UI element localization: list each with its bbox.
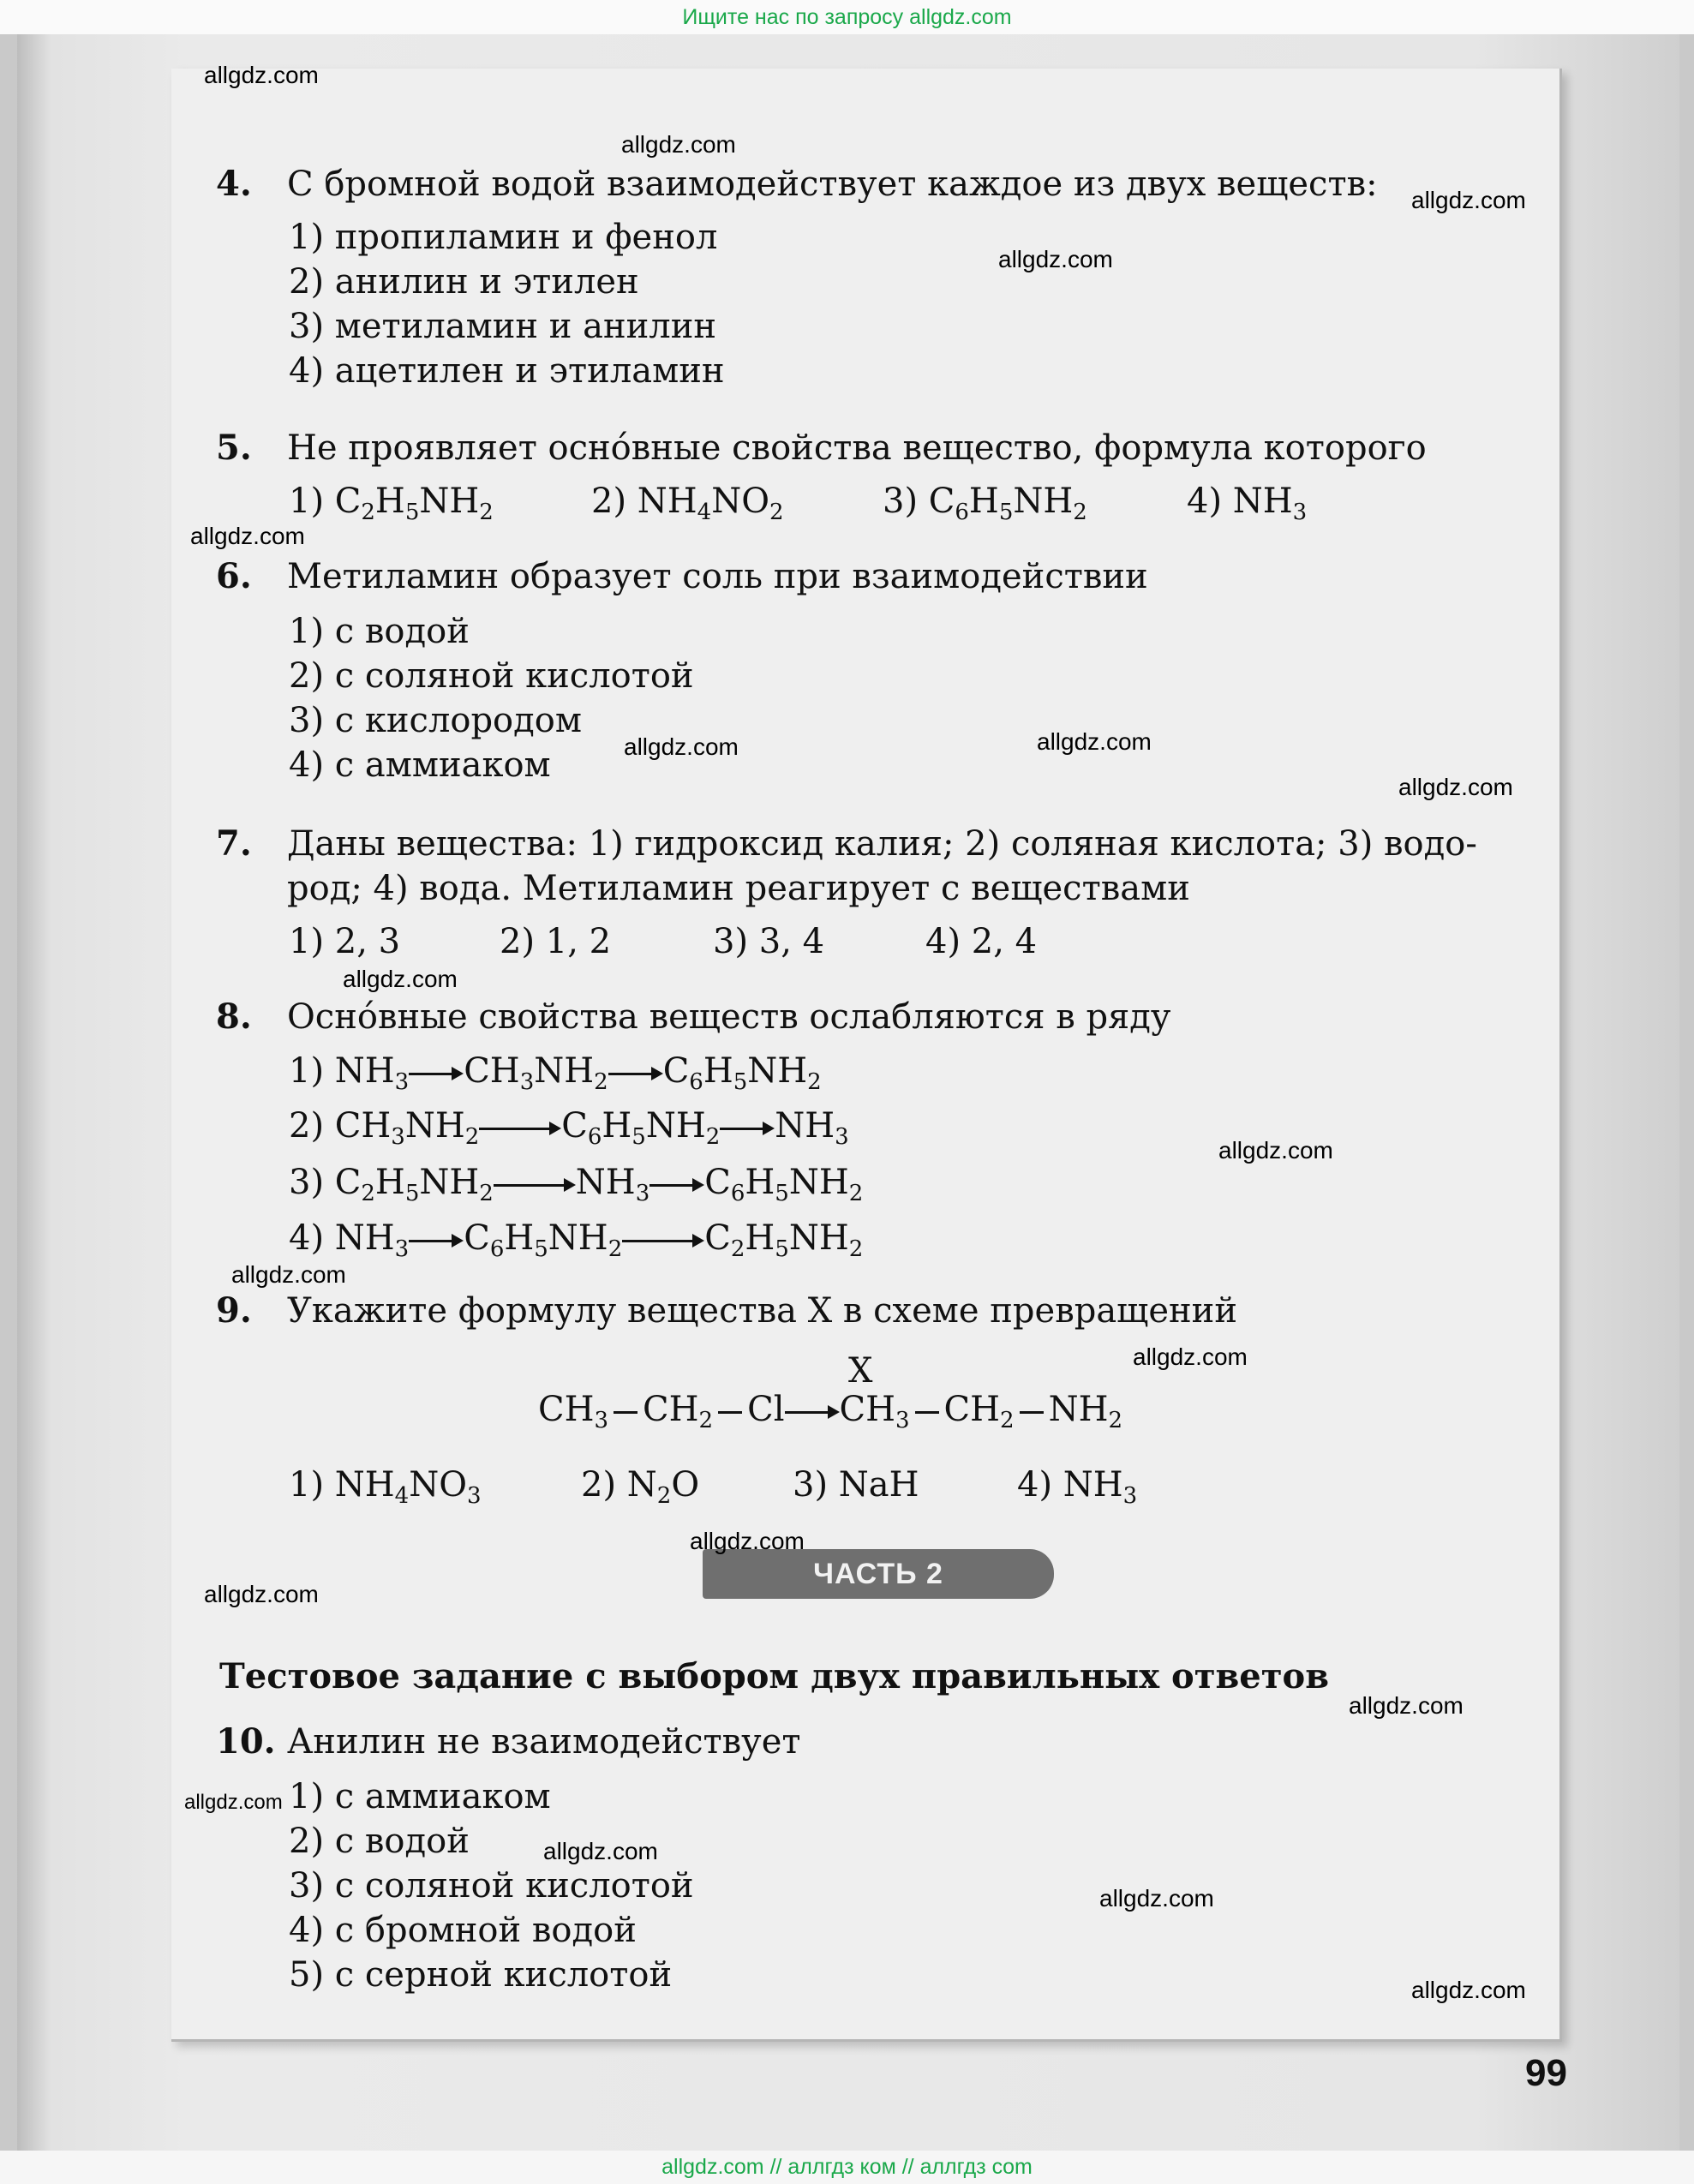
q5-option-2: 2) $NH_4NO_2$ [591,482,784,525]
q9-number: 9. [216,1290,252,1331]
q9-option-3: 3) NaH [793,1465,919,1505]
watermark[interactable]: allgdz.com [621,131,736,158]
watermark[interactable]: allgdz.com [998,246,1113,272]
arrow-icon [494,1176,576,1194]
q4-number: 4. [216,164,252,204]
q10-option-4: 4) с бромной водой [289,1911,637,1950]
q8-option-3: 3) $C_2H_5NH_2$ $NH_3$ $C_6H_5NH_2$ [289,1163,864,1206]
q4-option-2: 2) анилин и этилен [289,262,639,302]
section-title: Тестовое задание с выбором двух правильных ответов [219,1656,1329,1696]
arrow-icon [409,1065,464,1082]
watermark[interactable]: allgdz.com [690,1528,805,1554]
q7-text-line2: род; 4) вода. Метиламин реагирует с веществами [287,869,1190,908]
watermark[interactable]: allgdz.com [1099,1885,1214,1912]
q7-option-3: 3) 3, 4 [713,922,825,961]
bottom-banner[interactable]: allgdz.com // аллгдз ком // аллгдз com [0,2151,1694,2184]
q6-option-1: 1) с водой [289,612,470,651]
q6-option-2: 2) с соляной кислотой [289,656,694,696]
q8-option-1: 1) $NH_3$ $CH_3NH_2$ $C_6H_5NH_2$ [289,1051,822,1095]
q9-option-1: 1) $NH_4NO_3$ [289,1465,482,1509]
arrow-icon [720,1120,775,1137]
q4-option-3: 3) метиламин и анилин [289,307,717,346]
top-banner[interactable]: Ищите нас по запросу allgdz.com [0,0,1694,34]
watermark[interactable]: allgdz.com [190,523,305,549]
watermark[interactable]: allgdz.com [624,733,739,760]
watermark[interactable]: allgdz.com [1218,1137,1333,1164]
arrow-icon [649,1176,704,1194]
q10-number: 10. [216,1721,276,1762]
q10-option-1: 1) с аммиаком [289,1777,551,1816]
q7-option-2: 2) 1, 2 [500,922,612,961]
q6-option-3: 3) с кислородом [289,701,582,740]
book-page [17,34,1679,2151]
q5-option-3: 3) $C_6H_5NH_2$ [883,482,1087,525]
q5-number: 5. [216,428,252,468]
q6-option-4: 4) с аммиаком [289,745,551,785]
watermark[interactable]: allgdz.com [231,1261,346,1288]
q7-text-line1: Даны вещества: 1) гидроксид калия; 2) соляная кислота; 3) водо- [287,824,1477,864]
watermark[interactable]: allgdz.com [1398,774,1513,800]
q8-number: 8. [216,996,252,1037]
q4-option-1: 1) пропиламин и фенол [289,218,718,257]
q8-text: Осно́вные свойства веществ ослабляются в ряду [287,997,1171,1037]
q7-option-1: 1) 2, 3 [289,922,401,961]
q9-reagent-label: X [848,1351,873,1391]
q10-option-3: 3) с соляной кислотой [289,1866,694,1906]
q10-option-5: 5) с серной кислотой [289,1955,673,1995]
q4-text: С бромной водой взаимодействует каждое из двух веществ: [287,165,1378,204]
watermark[interactable]: allgdz.com [543,1838,658,1864]
q9-option-2: 2) $N_2O$ [581,1465,700,1509]
watermark[interactable]: allgdz.com [1411,1977,1526,2003]
watermark[interactable]: allgdz.com [343,966,458,992]
q5-option-1: 1) $C_2H_5NH_2$ [289,482,494,525]
q9-option-4: 4) $NH_3$ [1017,1465,1138,1509]
arrow-icon [785,1403,840,1421]
q8-option-2: 2) $CH_3NH_2$ $C_6H_5NH_2$ $NH_3$ [289,1106,849,1150]
page-number: 99 [1525,2052,1567,2094]
q4-option-4: 4) ацетилен и этиламин [289,351,725,391]
part-2-label: ЧАСТЬ 2 [703,1549,1054,1599]
watermark[interactable]: allgdz.com [204,1581,319,1607]
q6-number: 6. [216,556,252,596]
q5-text: Не проявляет осно́вные свойства вещество, формула которого [287,428,1427,468]
arrow-icon [608,1065,663,1082]
q9-text: Укажите формулу вещества X в схеме превращений [287,1291,1238,1331]
q9-scheme: $CH_3$ $CH_2$ Cl $CH_3$ $CH_2$ $NH_2$ [538,1390,1123,1433]
q7-number: 7. [216,823,252,864]
watermark[interactable]: allgdz.com [204,62,319,88]
watermark[interactable]: allgdz.com [1349,1692,1464,1719]
watermark[interactable]: allgdz.com [184,1791,283,1814]
watermark[interactable]: allgdz.com [1133,1343,1248,1370]
watermark[interactable]: allgdz.com [1037,728,1152,755]
q8-option-4: 4) $NH_3$ $C_6H_5NH_2$ $C_2H_5NH_2$ [289,1218,864,1262]
arrow-icon [479,1120,561,1137]
watermark[interactable]: allgdz.com [1411,187,1526,213]
q10-text: Анилин не взаимодействует [287,1722,801,1762]
arrow-icon [409,1232,464,1249]
arrow-icon [622,1232,704,1249]
q5-option-4: 4) $NH_3$ [1187,482,1308,525]
q7-option-4: 4) 2, 4 [925,922,1038,961]
q10-option-2: 2) с водой [289,1822,470,1861]
q6-text: Метиламин образует соль при взаимодействии [287,557,1148,596]
